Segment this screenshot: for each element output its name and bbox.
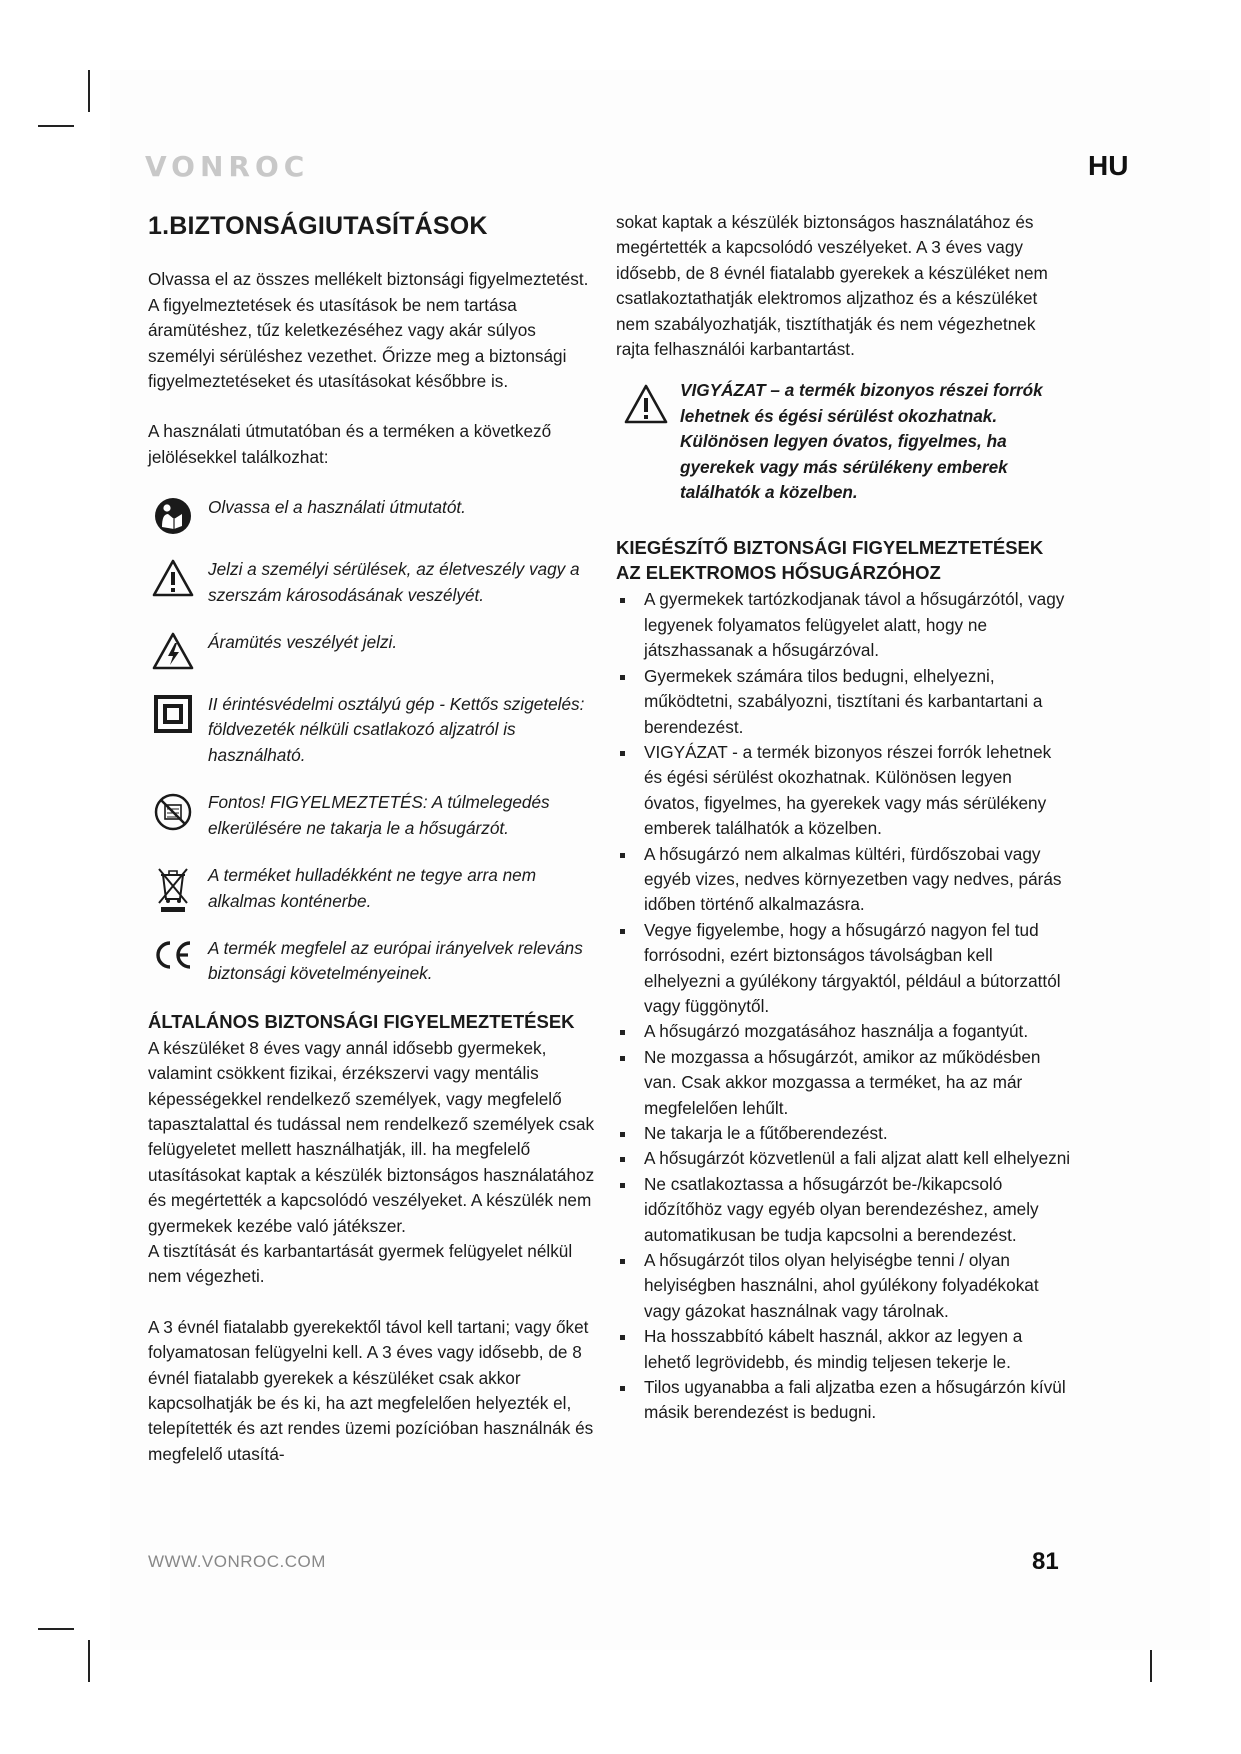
list-item: Gyermekek számára tilos bedugni, elhelyezni, működtetni, szabályozni, tisztítani és karbantartani a berendezést. xyxy=(616,664,1072,740)
symbol-description: Olvassa el a használati útmutatót. xyxy=(208,497,466,518)
brand-logo: VONROC xyxy=(145,150,310,183)
symbol-row xyxy=(148,790,598,841)
list-item: Ne takarja le a fűtőberendezést. xyxy=(616,1121,1072,1146)
left-column xyxy=(148,210,598,1467)
warning-triangle-icon xyxy=(148,557,198,597)
crop-mark xyxy=(88,1640,90,1682)
double-insulation-icon xyxy=(148,692,198,734)
heater-safety-list xyxy=(616,587,1072,1425)
list-item: A hősugárzó mozgatásához használja a fogantyút. xyxy=(616,1019,1072,1044)
list-item: Vegye figyelembe, hogy a hősugárzó nagyon fel tud forrósodni, ezért biztonságos távolságban kell elhelyezni a gyúlékony tárgyaktól, például a bútorzattól vagy függönytől. xyxy=(616,918,1072,1020)
crop-mark xyxy=(38,1628,74,1630)
warning-triangle-icon xyxy=(616,378,676,424)
footer-url[interactable]: WWW.VONROC.COM xyxy=(148,1552,326,1571)
list-item: Ne csatlakoztassa a hősugárzót be-/kikapcsoló időzítőhöz vagy egyéb olyan berendezéshez, amely automatikusan be tudja kapcsolni a berendezést. xyxy=(616,1172,1072,1248)
symbol-description: A terméket hulladékként ne tegye arra nem alkalmas konténerbe. xyxy=(208,865,537,911)
symbol-row xyxy=(148,863,598,914)
list-item: Ha hosszabbító kábelt használ, akkor az legyen a lehető legrövidebb, és mindig teljesen tekerje le. xyxy=(616,1324,1072,1375)
ce-mark-icon xyxy=(148,936,198,972)
read-manual-icon xyxy=(148,495,198,535)
symbol-description: II érintésvédelmi osztályú gép - Kettős szigetelés: földvezeték nélküli csatlakozó aljzatról is használható. xyxy=(208,694,585,765)
general-paragraph: A tisztítását és karbantartását gyermek felügyelet nélkül nem végezheti. xyxy=(148,1240,573,1287)
continuation-paragraph: sokat kaptak a készülék biztonságos használatához és megértették a kapcsolódó veszélyeket. A 3 éves vagy idősebb, de 8 évnél fiatalabb gyerekek a készüléket nem csatlakoztathatják elektromos aljzathoz és a készüléket nem szabályozhatják, tisztíthatják és nem végezhetnek rajta felhasználói karbantartást. xyxy=(616,212,1048,360)
page-title: 1.BIZTONSÁGIUTASÍTÁSOK xyxy=(148,212,488,240)
symbols-intro: A használati útmutatóban és a terméken a következő jelölésekkel találkozhat: xyxy=(148,421,552,467)
list-item: Tilos ugyanabba a fali aljzatba ezen a hősugárzón kívül másik berendezést is bedugni. xyxy=(616,1375,1072,1426)
list-item: A hősugárzó nem alkalmas kültéri, fürdőszobai vagy egyéb vizes, nedves környezetben vagy nedves, párás időben történő alkalmazásra. xyxy=(616,842,1072,918)
symbol-row xyxy=(148,495,598,535)
general-paragraph: A 3 évnél fiatalabb gyerekektől távol kell tartani; vagy őket folyamatosan felügyelni kell. A 3 éves vagy idősebb, de 8 évnél fiatalabb gyerekek a készüléket csak akkor kapcsolhatják be és ki, ha azt megfelelően helyezték el, telepítették és azt rendes üzemi pozícióban használnák és megfelelő utasítá- xyxy=(148,1316,594,1464)
do-not-cover-icon xyxy=(148,790,198,832)
crop-mark xyxy=(88,70,90,112)
list-item: Ne mozgassa a hősugárzót, amikor az működésben van. Csak akkor mozgassa a terméket, ha az már megfelelően lehűlt. xyxy=(616,1045,1072,1121)
symbol-description: Áramütés veszélyét jelzi. xyxy=(208,632,398,653)
electric-shock-icon xyxy=(148,630,198,670)
general-paragraph: A készüléket 8 éves vagy annál idősebb gyermekek, valamint csökkent fizikai, érzékszervi vagy mentális képességekkel rendelkező személyek, vagy megfelelő tapasztalattal és tudással nem rendelkező személyek csak felügyeletet mellett használhatják, ill. ha megfelelő utasításokat kaptak a készülék biztonságos használatához és megértették a kapcsolódó veszélyeket. A készülék nem gyermekek kezébe való játékszer. xyxy=(148,1037,595,1236)
symbol-description: Jelzi a személyi sérülések, az életveszély vagy a szerszám károsodásának veszélyét. xyxy=(208,559,580,605)
weee-bin-icon xyxy=(148,863,198,913)
list-item: A gyermekek tartózkodjanak távol a hősugárzótól, vagy legyenek folyamatos felügyelet alatt, hogy ne játszhassanak a hősugárzóval. xyxy=(616,587,1072,663)
general-safety-heading: ÁLTALÁNOS BIZTONSÁGI FIGYELMEZTETÉSEK xyxy=(148,1010,575,1032)
symbol-description: A termék megfelel az európai irányelvek releváns biztonsági követelményeinek. xyxy=(208,937,583,984)
list-item: A hősugárzót közvetlenül a fali aljzat alatt kell elhelyezni xyxy=(616,1146,1072,1171)
symbol-row xyxy=(148,692,598,768)
symbol-row xyxy=(148,630,598,670)
heater-safety-heading: KIEGÉSZÍTŐ BIZTONSÁGI FIGYELMEZTETÉSEK AZ ELEKTROMOS HŐSUGÁRZÓHOZ xyxy=(616,537,1044,584)
right-column xyxy=(616,210,1072,1426)
intro-paragraph: Olvassa el az összes mellékelt biztonsági figyelmeztetést. A figyelmeztetések és utasítások be nem tartása áramütéshez, tűz keletkezéséhez vagy akár súlyos személyi sérüléshez vezethet. Őrizze meg a biztonsági figyelmeztetéseket és utasításokat későbbre is. xyxy=(148,269,589,392)
page-number: 81 xyxy=(1032,1548,1059,1575)
list-item: A hősugárzót tilos olyan helyiségbe tenni / olyan helyiségben használni, ahol gyúlékony folyadékokat vagy gázokat használnak vagy tárolnak. xyxy=(616,1248,1072,1324)
symbol-description: Fontos! FIGYELMEZTETÉS: A túlmelegedés elkerülésére ne takarja le a hősugárzót. xyxy=(208,792,550,838)
caution-box xyxy=(616,378,1072,505)
symbol-row xyxy=(148,936,598,987)
language-code: HU xyxy=(1088,150,1129,181)
crop-mark xyxy=(38,125,74,127)
caution-text: VIGYÁZAT – a termék bizonyos részei forrók lehetnek és égési sérülést okozhatnak. Különösen legyen óvatos, figyelmes, ha gyerekek vagy más sérülékeny emberek találhatók a közelben. xyxy=(680,380,1043,503)
list-item: VIGYÁZAT - a termék bizonyos részei forrók lehetnek és égési sérülést okozhatnak. Különösen legyen óvatos, figyelmes, ha gyerekek vagy más sérülékeny emberek találhatók a közelben. xyxy=(616,740,1072,842)
symbol-row xyxy=(148,557,598,608)
